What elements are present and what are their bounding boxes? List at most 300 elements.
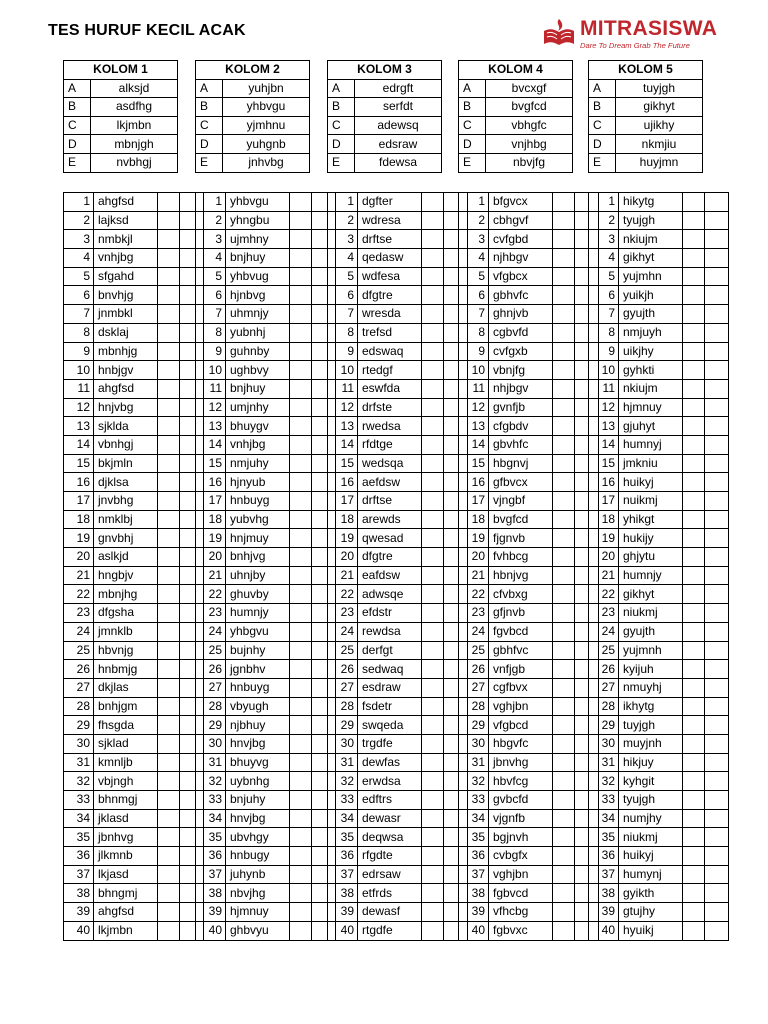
question-number: 20	[459, 548, 489, 567]
answer-box-2[interactable]	[705, 435, 729, 454]
question-number: 14	[459, 435, 489, 454]
answer-box[interactable]	[158, 193, 180, 212]
answer-box[interactable]	[422, 323, 444, 342]
answer-box[interactable]	[422, 529, 444, 548]
answer-box[interactable]	[290, 230, 312, 249]
answer-box[interactable]	[290, 398, 312, 417]
question-number: 30	[196, 734, 226, 753]
answer-box[interactable]	[158, 847, 180, 866]
answer-box[interactable]	[290, 548, 312, 567]
question-word: nkiujm	[619, 230, 683, 249]
answer-box[interactable]	[158, 435, 180, 454]
question-row	[459, 622, 599, 641]
answer-box[interactable]	[683, 473, 705, 492]
answer-box-2[interactable]	[705, 398, 729, 417]
key-letter: E	[64, 153, 91, 172]
answer-box[interactable]	[683, 828, 705, 847]
question-number: 25	[589, 641, 619, 660]
answer-box[interactable]	[158, 734, 180, 753]
answer-box-2[interactable]	[705, 510, 729, 529]
answer-box-2[interactable]	[705, 379, 729, 398]
answer-box[interactable]	[290, 473, 312, 492]
question-number: 3	[64, 230, 94, 249]
answer-box[interactable]	[553, 660, 575, 679]
answer-box-2[interactable]	[705, 828, 729, 847]
answer-box[interactable]	[422, 398, 444, 417]
answer-box[interactable]	[158, 772, 180, 791]
question-row	[459, 305, 599, 324]
answer-box[interactable]	[422, 697, 444, 716]
answer-box[interactable]	[158, 641, 180, 660]
question-word: hnjvbg	[94, 398, 158, 417]
answer-box[interactable]	[553, 492, 575, 511]
answer-box[interactable]	[422, 809, 444, 828]
answer-box[interactable]	[683, 305, 705, 324]
answer-box[interactable]	[290, 342, 312, 361]
answer-box[interactable]	[553, 884, 575, 903]
answer-box[interactable]	[158, 492, 180, 511]
answer-box-2[interactable]	[705, 566, 729, 585]
answer-box[interactable]	[553, 211, 575, 230]
answer-box[interactable]	[553, 361, 575, 380]
answer-box-2[interactable]	[705, 193, 729, 212]
answer-box[interactable]	[553, 828, 575, 847]
question-number: 23	[196, 604, 226, 623]
answer-box[interactable]	[553, 865, 575, 884]
answer-box[interactable]	[158, 249, 180, 268]
answer-box[interactable]	[422, 641, 444, 660]
answer-box[interactable]	[683, 342, 705, 361]
answer-box-2[interactable]	[705, 529, 729, 548]
answer-box[interactable]	[422, 193, 444, 212]
answer-box-2[interactable]	[705, 716, 729, 735]
question-row	[328, 566, 468, 585]
answer-box[interactable]	[683, 398, 705, 417]
answer-box[interactable]	[158, 398, 180, 417]
answer-box[interactable]	[683, 193, 705, 212]
answer-box[interactable]	[158, 697, 180, 716]
answer-box[interactable]	[553, 305, 575, 324]
book-flame-icon	[542, 17, 576, 47]
answer-box[interactable]	[290, 716, 312, 735]
answer-box-2[interactable]	[705, 921, 729, 940]
question-number: 40	[459, 921, 489, 940]
answer-box[interactable]	[422, 847, 444, 866]
answer-box[interactable]	[422, 473, 444, 492]
answer-box[interactable]	[290, 809, 312, 828]
answer-box[interactable]	[422, 379, 444, 398]
answer-box[interactable]	[422, 230, 444, 249]
question-number: 22	[459, 585, 489, 604]
question-row	[589, 716, 729, 735]
answer-box[interactable]	[158, 604, 180, 623]
answer-box[interactable]	[553, 921, 575, 940]
answer-box[interactable]	[683, 510, 705, 529]
answer-box[interactable]	[422, 921, 444, 940]
answer-box[interactable]	[683, 678, 705, 697]
answer-box[interactable]	[290, 211, 312, 230]
question-row	[328, 734, 468, 753]
answer-box[interactable]	[683, 809, 705, 828]
question-row	[459, 398, 599, 417]
answer-box[interactable]	[290, 585, 312, 604]
answer-box[interactable]	[683, 492, 705, 511]
answer-box[interactable]	[683, 772, 705, 791]
answer-box[interactable]	[290, 286, 312, 305]
question-word: vjngbf	[489, 492, 553, 511]
answer-box[interactable]	[553, 417, 575, 436]
answer-box[interactable]	[158, 921, 180, 940]
answer-box[interactable]	[158, 267, 180, 286]
answer-box[interactable]	[683, 417, 705, 436]
answer-box[interactable]	[422, 716, 444, 735]
question-word: hjnbvg	[226, 286, 290, 305]
answer-box[interactable]	[683, 753, 705, 772]
answer-box[interactable]	[422, 249, 444, 268]
answer-box[interactable]	[158, 660, 180, 679]
question-number: 27	[589, 678, 619, 697]
answer-box[interactable]	[683, 716, 705, 735]
answer-box[interactable]	[683, 660, 705, 679]
answer-box[interactable]	[158, 361, 180, 380]
answer-box[interactable]	[553, 435, 575, 454]
answer-box-2[interactable]	[705, 660, 729, 679]
answer-box[interactable]	[290, 678, 312, 697]
answer-box-2[interactable]	[705, 230, 729, 249]
answer-box[interactable]	[290, 604, 312, 623]
answer-box-2[interactable]	[705, 323, 729, 342]
answer-box[interactable]	[158, 454, 180, 473]
answer-box[interactable]	[553, 716, 575, 735]
question-row	[328, 847, 468, 866]
answer-box[interactable]	[683, 548, 705, 567]
answer-box-2[interactable]	[705, 641, 729, 660]
answer-box[interactable]	[422, 342, 444, 361]
answer-box-2[interactable]	[705, 267, 729, 286]
answer-box[interactable]	[683, 641, 705, 660]
answer-box[interactable]	[290, 921, 312, 940]
key-letter: E	[589, 153, 616, 172]
answer-box[interactable]	[553, 267, 575, 286]
answer-box[interactable]	[158, 884, 180, 903]
answer-box[interactable]	[290, 660, 312, 679]
answer-box[interactable]	[290, 753, 312, 772]
answer-box-2[interactable]	[705, 361, 729, 380]
answer-box-2[interactable]	[705, 492, 729, 511]
answer-box[interactable]	[553, 454, 575, 473]
question-word: yujmnh	[619, 641, 683, 660]
answer-box[interactable]	[683, 921, 705, 940]
answer-box[interactable]	[290, 267, 312, 286]
question-number: 11	[459, 379, 489, 398]
answer-box[interactable]	[158, 548, 180, 567]
answer-box[interactable]	[553, 847, 575, 866]
answer-box[interactable]	[553, 529, 575, 548]
question-number: 12	[64, 398, 94, 417]
answer-box[interactable]	[158, 622, 180, 641]
question-number: 2	[328, 211, 358, 230]
question-row	[64, 529, 204, 548]
answer-box[interactable]	[553, 641, 575, 660]
answer-box[interactable]	[290, 641, 312, 660]
answer-box[interactable]	[290, 417, 312, 436]
answer-box[interactable]	[158, 417, 180, 436]
key-row	[196, 135, 310, 154]
answer-box[interactable]	[422, 417, 444, 436]
answer-box[interactable]	[683, 230, 705, 249]
answer-box-2[interactable]	[705, 903, 729, 922]
answer-box[interactable]	[683, 361, 705, 380]
answer-box[interactable]	[158, 585, 180, 604]
answer-box[interactable]	[422, 566, 444, 585]
answer-box[interactable]	[683, 267, 705, 286]
answer-box[interactable]	[422, 585, 444, 604]
question-row	[328, 435, 468, 454]
answer-box-2[interactable]	[705, 249, 729, 268]
answer-box-2[interactable]	[705, 772, 729, 791]
question-number: 8	[328, 323, 358, 342]
question-table-4	[458, 192, 599, 941]
answer-box[interactable]	[422, 435, 444, 454]
answer-box[interactable]	[422, 267, 444, 286]
answer-box[interactable]	[290, 847, 312, 866]
answer-box[interactable]	[422, 454, 444, 473]
answer-box[interactable]	[553, 286, 575, 305]
answer-box[interactable]	[422, 510, 444, 529]
answer-box[interactable]	[683, 865, 705, 884]
question-row	[459, 323, 599, 342]
answer-box[interactable]	[158, 791, 180, 810]
answer-box[interactable]	[553, 903, 575, 922]
answer-box[interactable]	[553, 398, 575, 417]
answer-box[interactable]	[158, 716, 180, 735]
answer-box[interactable]	[158, 379, 180, 398]
answer-box-2[interactable]	[705, 865, 729, 884]
answer-box[interactable]	[422, 604, 444, 623]
answer-box[interactable]	[290, 791, 312, 810]
answer-box[interactable]	[290, 566, 312, 585]
answer-box[interactable]	[553, 566, 575, 585]
answer-box-2[interactable]	[705, 417, 729, 436]
key-table-header: KOLOM 5	[589, 61, 703, 80]
answer-box[interactable]	[290, 435, 312, 454]
answer-box[interactable]	[683, 211, 705, 230]
answer-box[interactable]	[158, 286, 180, 305]
answer-box[interactable]	[553, 791, 575, 810]
question-word: humnyj	[619, 435, 683, 454]
answer-box[interactable]	[553, 678, 575, 697]
answer-box[interactable]	[290, 622, 312, 641]
answer-box[interactable]	[290, 323, 312, 342]
key-value: alksjd	[91, 79, 178, 98]
answer-box[interactable]	[422, 548, 444, 567]
answer-box-2[interactable]	[705, 678, 729, 697]
answer-box[interactable]	[422, 305, 444, 324]
answer-box[interactable]	[683, 566, 705, 585]
question-number: 40	[196, 921, 226, 940]
answer-box[interactable]	[290, 884, 312, 903]
answer-box[interactable]	[158, 678, 180, 697]
question-row	[196, 716, 336, 735]
answer-box[interactable]	[422, 828, 444, 847]
answer-box[interactable]	[422, 772, 444, 791]
answer-box[interactable]	[553, 342, 575, 361]
question-row	[64, 211, 204, 230]
question-row	[196, 828, 336, 847]
answer-box[interactable]	[158, 865, 180, 884]
answer-box[interactable]	[158, 809, 180, 828]
answer-box[interactable]	[422, 903, 444, 922]
question-row	[589, 884, 729, 903]
answer-box[interactable]	[553, 697, 575, 716]
answer-box[interactable]	[422, 492, 444, 511]
answer-box-2[interactable]	[705, 211, 729, 230]
key-letter: D	[328, 135, 355, 154]
answer-box[interactable]	[683, 286, 705, 305]
answer-box[interactable]	[290, 529, 312, 548]
answer-box[interactable]	[290, 734, 312, 753]
answer-box[interactable]	[683, 734, 705, 753]
answer-box[interactable]	[553, 548, 575, 567]
question-row	[196, 230, 336, 249]
answer-box[interactable]	[158, 566, 180, 585]
answer-box-2[interactable]	[705, 342, 729, 361]
answer-box[interactable]	[422, 286, 444, 305]
answer-box[interactable]	[553, 622, 575, 641]
answer-box[interactable]	[422, 622, 444, 641]
answer-box-2[interactable]	[705, 884, 729, 903]
answer-box[interactable]	[683, 791, 705, 810]
answer-box-2[interactable]	[705, 734, 729, 753]
question-number: 13	[64, 417, 94, 436]
answer-box[interactable]	[553, 585, 575, 604]
answer-box[interactable]	[422, 211, 444, 230]
answer-box[interactable]	[553, 379, 575, 398]
answer-box[interactable]	[422, 361, 444, 380]
answer-box[interactable]	[553, 249, 575, 268]
answer-box-2[interactable]	[705, 697, 729, 716]
answer-box[interactable]	[290, 865, 312, 884]
answer-box[interactable]	[553, 473, 575, 492]
answer-box[interactable]	[683, 903, 705, 922]
answer-box[interactable]	[290, 305, 312, 324]
answer-box[interactable]	[553, 323, 575, 342]
answer-box[interactable]	[290, 379, 312, 398]
key-letter: C	[589, 116, 616, 135]
answer-box[interactable]	[290, 903, 312, 922]
answer-box[interactable]	[158, 828, 180, 847]
answer-box[interactable]	[290, 772, 312, 791]
question-number: 7	[64, 305, 94, 324]
answer-box[interactable]	[158, 323, 180, 342]
answer-box[interactable]	[683, 697, 705, 716]
answer-box[interactable]	[683, 529, 705, 548]
answer-box[interactable]	[422, 734, 444, 753]
answer-box-2[interactable]	[705, 791, 729, 810]
answer-box[interactable]	[553, 510, 575, 529]
answer-box[interactable]	[158, 903, 180, 922]
question-row	[459, 435, 599, 454]
answer-box[interactable]	[290, 828, 312, 847]
answer-box[interactable]	[422, 865, 444, 884]
answer-box[interactable]	[290, 193, 312, 212]
answer-box[interactable]	[290, 492, 312, 511]
answer-box-2[interactable]	[705, 809, 729, 828]
answer-box[interactable]	[683, 884, 705, 903]
answer-box[interactable]	[422, 678, 444, 697]
answer-box[interactable]	[553, 230, 575, 249]
answer-box-2[interactable]	[705, 847, 729, 866]
answer-box[interactable]	[553, 604, 575, 623]
answer-box-2[interactable]	[705, 473, 729, 492]
answer-box[interactable]	[422, 660, 444, 679]
answer-box[interactable]	[422, 753, 444, 772]
question-number: 4	[459, 249, 489, 268]
question-row	[459, 716, 599, 735]
answer-box-2[interactable]	[705, 585, 729, 604]
answer-box-2[interactable]	[705, 622, 729, 641]
key-letter: C	[459, 116, 486, 135]
answer-box[interactable]	[683, 622, 705, 641]
answer-box[interactable]	[683, 379, 705, 398]
answer-box[interactable]	[290, 697, 312, 716]
answer-box[interactable]	[683, 847, 705, 866]
answer-box[interactable]	[158, 211, 180, 230]
question-number: 24	[328, 622, 358, 641]
answer-box[interactable]	[683, 435, 705, 454]
question-number: 19	[589, 529, 619, 548]
question-row	[589, 604, 729, 623]
answer-box[interactable]	[290, 249, 312, 268]
answer-box-2[interactable]	[705, 604, 729, 623]
answer-box[interactable]	[683, 249, 705, 268]
answer-box[interactable]	[553, 809, 575, 828]
answer-box[interactable]	[683, 585, 705, 604]
question-row	[589, 510, 729, 529]
answer-box[interactable]	[553, 772, 575, 791]
answer-box[interactable]	[683, 604, 705, 623]
answer-box[interactable]	[158, 473, 180, 492]
answer-box[interactable]	[683, 323, 705, 342]
answer-box[interactable]	[683, 454, 705, 473]
answer-box[interactable]	[158, 230, 180, 249]
answer-box-2[interactable]	[705, 286, 729, 305]
question-word: hnvjbg	[226, 809, 290, 828]
question-number: 30	[589, 734, 619, 753]
answer-box[interactable]	[422, 884, 444, 903]
answer-box[interactable]	[553, 753, 575, 772]
answer-box-2[interactable]	[705, 305, 729, 324]
question-number: 38	[589, 884, 619, 903]
answer-box[interactable]	[290, 454, 312, 473]
answer-box-2[interactable]	[705, 753, 729, 772]
answer-box-2[interactable]	[705, 548, 729, 567]
answer-box[interactable]	[158, 510, 180, 529]
answer-box[interactable]	[158, 305, 180, 324]
answer-box[interactable]	[290, 361, 312, 380]
answer-box-2[interactable]	[705, 454, 729, 473]
key-letter: A	[196, 79, 223, 98]
answer-box[interactable]	[553, 734, 575, 753]
answer-box[interactable]	[290, 510, 312, 529]
answer-box[interactable]	[422, 791, 444, 810]
answer-box[interactable]	[158, 753, 180, 772]
answer-box[interactable]	[158, 342, 180, 361]
question-number: 21	[589, 566, 619, 585]
answer-box[interactable]	[158, 529, 180, 548]
question-number: 35	[459, 828, 489, 847]
answer-box[interactable]	[553, 193, 575, 212]
